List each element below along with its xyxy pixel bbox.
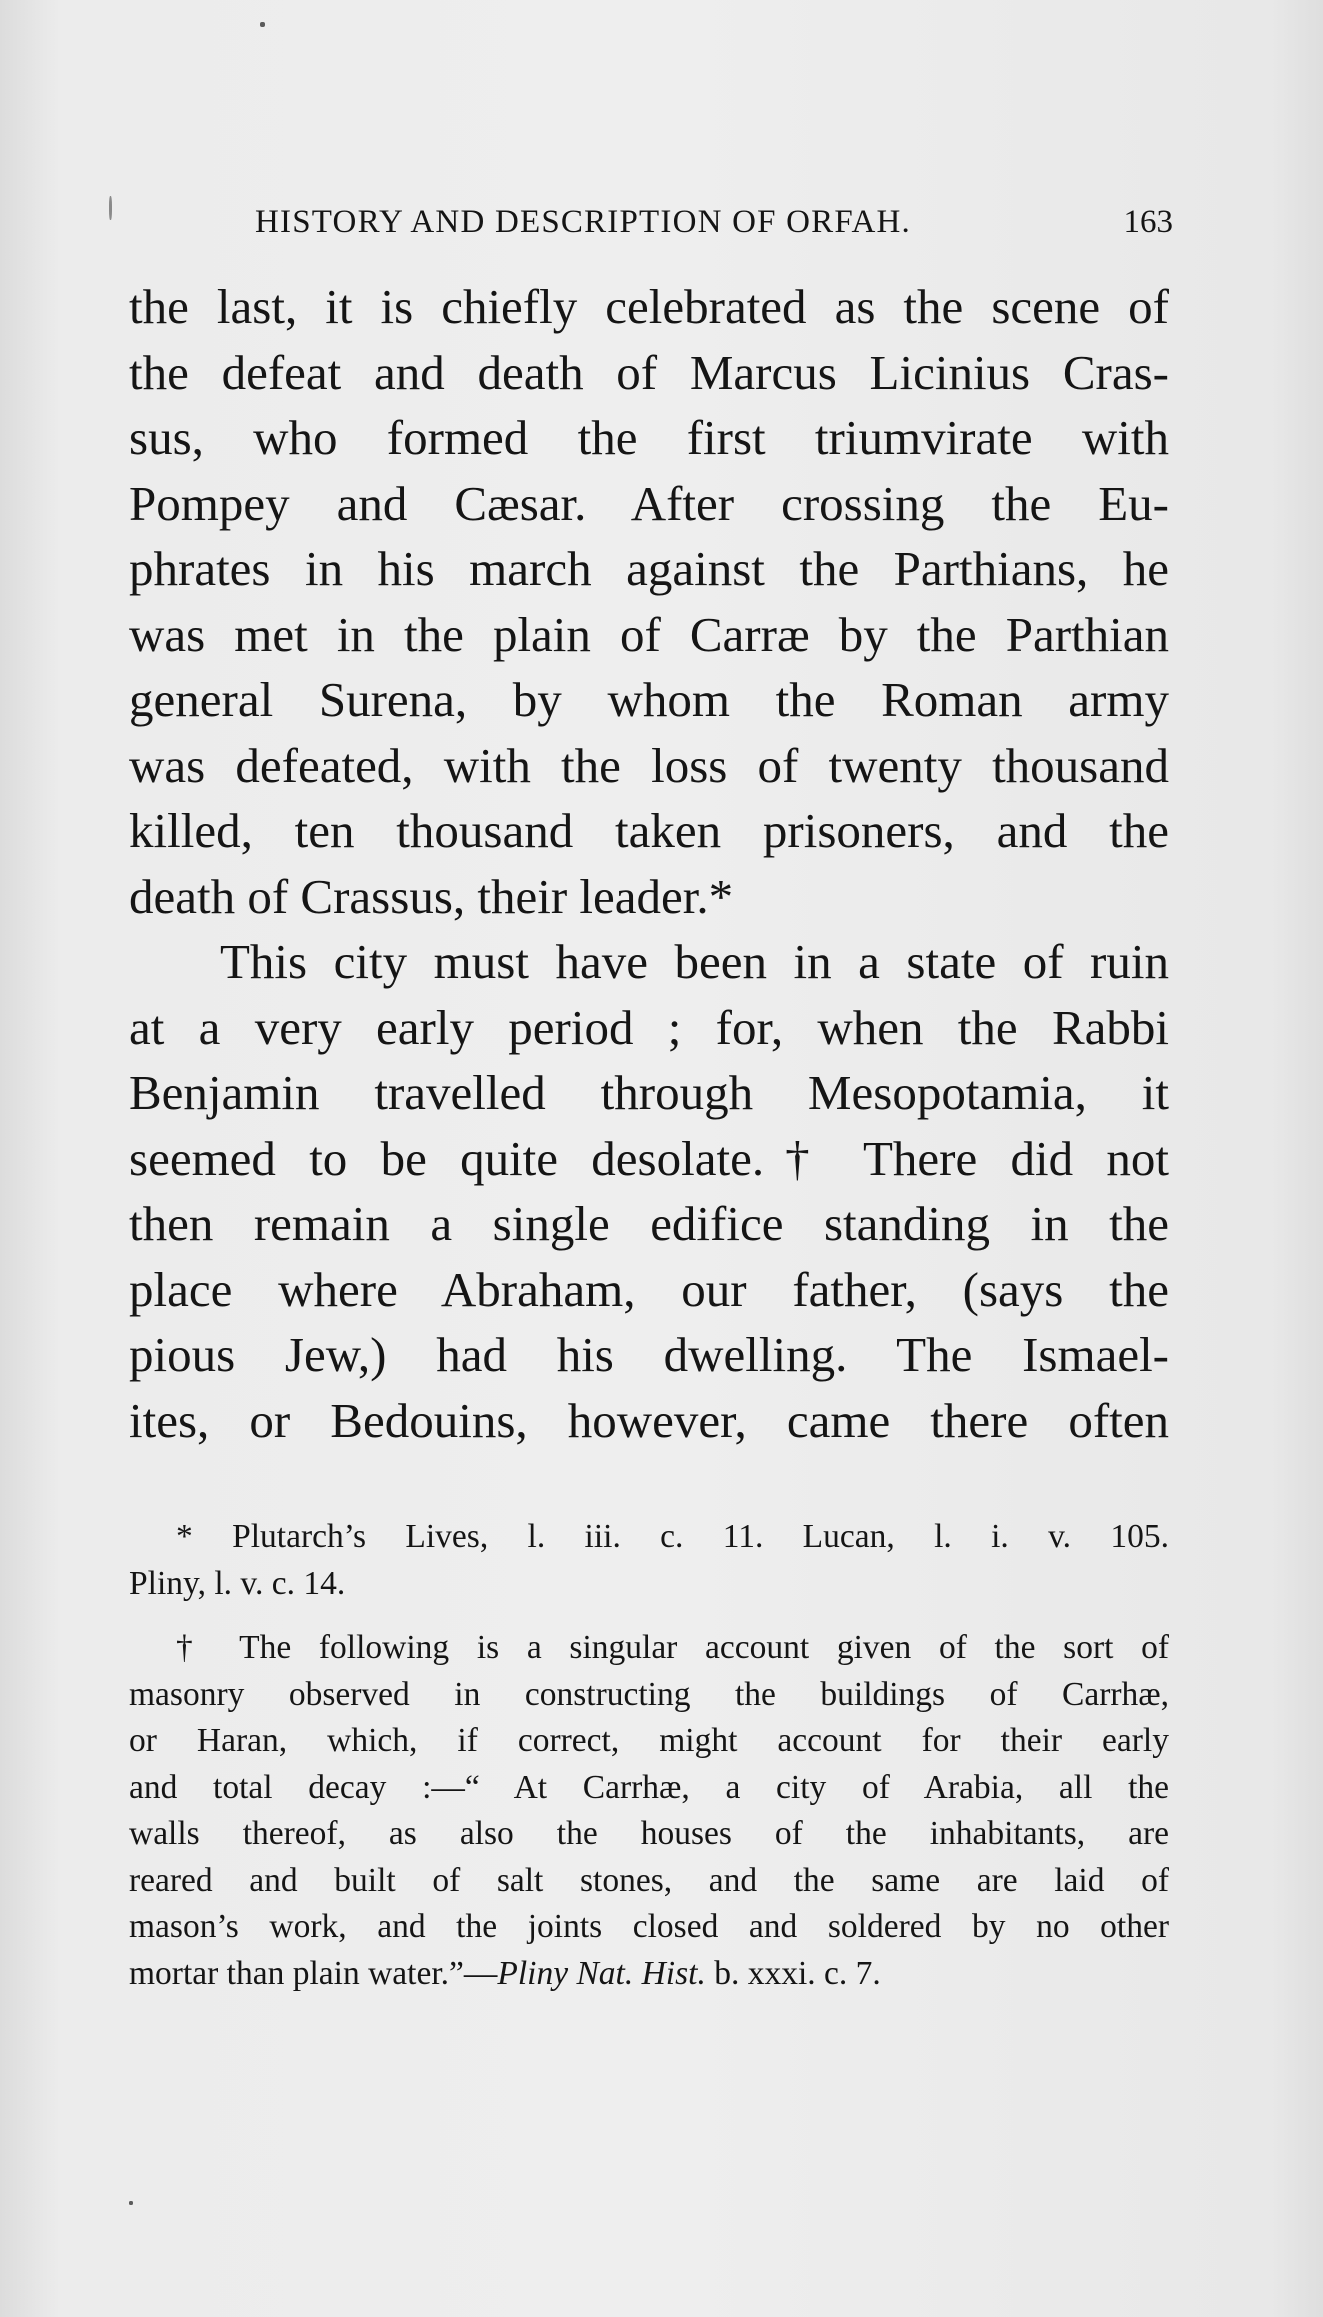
page-header	[255, 204, 1173, 254]
text-line: the last, it is chiefly celebrated as the scene of	[129, 279, 1169, 334]
page-number: 163	[1123, 204, 1173, 240]
footnote-line: † The following is a singular account given of the sort of	[176, 1629, 1169, 1666]
text-line: general Surena, by whom the Roman army	[129, 672, 1169, 727]
footnote-gap	[129, 1607, 1169, 1625]
citation-title: Pliny Nat. Hist.	[497, 1954, 706, 1992]
citation-ref: b. xxxi. c. 7.	[705, 1954, 881, 1992]
footnote-line: * Plutarch’s Lives, l. iii. c. 11. Lucan, l. i. v. 105.	[176, 1518, 1169, 1555]
text-line: ites, or Bedouins, however, came there often	[129, 1392, 1169, 1448]
text-line: pious Jew,) had his dwelling. The Ismael-	[129, 1327, 1169, 1382]
text-line: killed, ten thousand taken prisoners, and the	[129, 803, 1169, 858]
running-title: HISTORY AND DESCRIPTION OF ORFAH.	[255, 204, 911, 240]
text-line: the defeat and death of Marcus Licinius Cras-	[129, 344, 1169, 400]
text-line: Pompey and Cæsar. After crossing the Eu-	[129, 475, 1169, 531]
ink-speck	[129, 2201, 133, 2205]
text-line: at a very early period ; for, when the Rabbi	[129, 999, 1169, 1055]
body-text	[129, 274, 1169, 1453]
citation-lead: mortar than plain water.”—	[129, 1954, 498, 1992]
footnote-line: Pliny, l. v. c. 14.	[129, 1564, 346, 1602]
text-line: seemed to be quite desolate.† There did not	[129, 1130, 1169, 1186]
footnote-line-citation	[129, 1951, 1169, 1998]
text-line: This city must have been in a state of ruin	[220, 934, 1169, 989]
text-line: was defeated, with the loss of twenty thousand	[129, 737, 1169, 793]
ink-speck	[109, 196, 112, 220]
text-line: Benjamin travelled through Mesopotamia, it	[129, 1065, 1169, 1120]
text-line: was met in the plain of Carræ by the Parthian	[129, 606, 1169, 662]
ink-speck	[260, 22, 265, 27]
footnote-line: and total decay :—“ At Carrhæ, a city of Arabia, all the	[129, 1768, 1169, 1806]
footnote-line: masonry observed in constructing the buildings of Carrhæ,	[129, 1675, 1169, 1713]
footnote-line: or Haran, which, if correct, might account for their early	[129, 1722, 1169, 1759]
footnote-line: walls thereof, as also the houses of the inhabitants, are	[129, 1815, 1169, 1852]
footnote-line: reared and built of salt stones, and the same are laid of	[129, 1861, 1169, 1899]
text-line: then remain a single edifice standing in the	[129, 1196, 1169, 1251]
text-line: sus, who formed the first triumvirate with	[129, 410, 1169, 465]
footnotes	[129, 1514, 1169, 1997]
text-line: death of Crassus, their leader.*	[129, 868, 734, 924]
footnote-line: mason’s work, and the joints closed and soldered by no other	[129, 1908, 1169, 1945]
text-line: place where Abraham, our father, (says the	[129, 1261, 1169, 1317]
text-line: phrates in his march against the Parthians, he	[129, 541, 1169, 596]
